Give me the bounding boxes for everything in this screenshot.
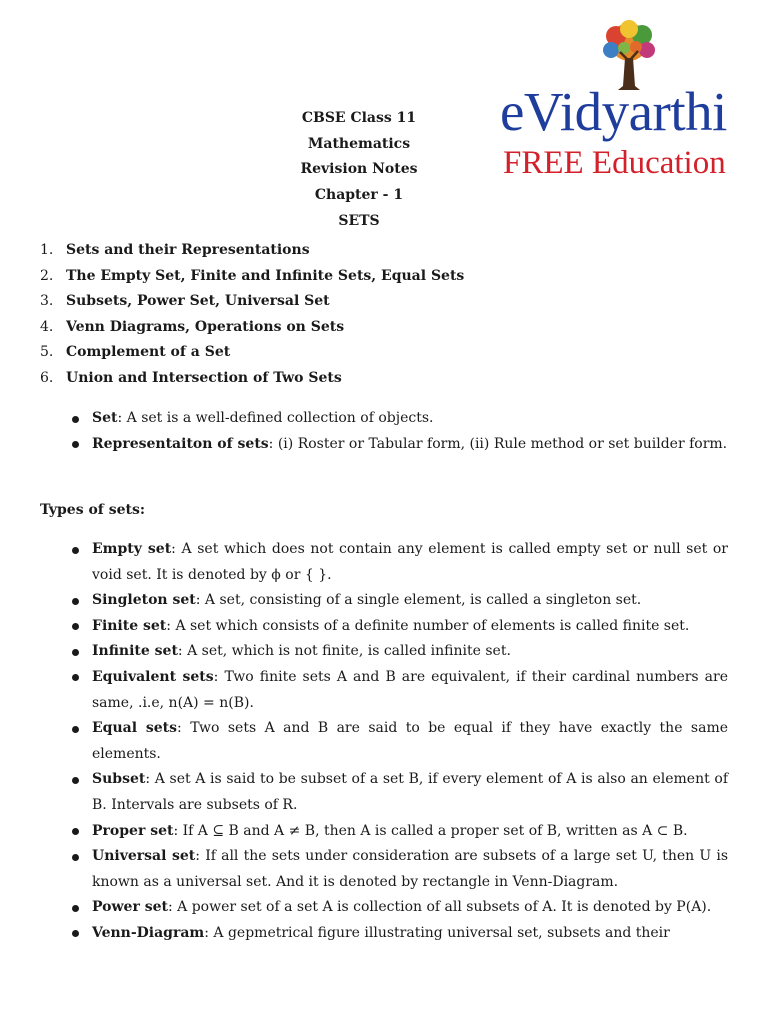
list-item: 6. Union and Intersection of Two Sets bbox=[40, 369, 342, 386]
bullet-icon bbox=[72, 854, 79, 861]
list-item: Universal set: If all the sets under consideration are subsets of a large set U, then U is known as a universal set. And it is denoted by rectangle in Venn-Diagram. bbox=[72, 844, 728, 895]
logo-wordmark: eVidyarthi bbox=[500, 81, 727, 142]
list-item: Venn-Diagram: A gepmetrical figure illustrating universal set, subsets and their bbox=[72, 921, 728, 947]
bullet-icon bbox=[72, 547, 79, 554]
bullet-icon bbox=[72, 905, 79, 912]
list-item: Representaiton of sets: (i) Roster or Tabular form, (ii) Rule method or set builder form. bbox=[72, 432, 728, 458]
list-item: Equivalent sets: Two finite sets A and B are equivalent, if their cardinal numbers are same, .i.e, n(A) = n(B). bbox=[72, 665, 728, 716]
bullet-icon bbox=[72, 777, 79, 784]
list-item: Finite set: A set which consists of a definite number of elements is called finite set. bbox=[72, 614, 728, 640]
title-line-notes: Revision Notes bbox=[300, 161, 418, 178]
chapter-topic-list bbox=[40, 238, 730, 392]
title-line-chapter: Chapter - 1 bbox=[314, 187, 404, 204]
bullet-icon bbox=[72, 623, 79, 630]
list-item: 4. Venn Diagrams, Operations on Sets bbox=[40, 318, 345, 335]
list-item: 2. The Empty Set, Finite and Infinite Sets, Equal Sets bbox=[40, 267, 465, 284]
section-heading: Types of sets: bbox=[40, 502, 146, 518]
list-item: Infinite set: A set, which is not finite, is called infinite set. bbox=[72, 639, 728, 665]
list-item: 1. Sets and their Representations bbox=[40, 242, 310, 258]
list-item: Proper set: If A ⊆ B and A ≠ B, then A is called a proper set of B, written as A ⊂ B. bbox=[72, 819, 728, 845]
list-item: Empty set: A set which does not contain any element is called empty set or null set or void set. It is denoted by ϕ or { }. bbox=[72, 537, 728, 588]
list-item: Equal sets: Two sets A and B are said to be equal if they have exactly the same elements. bbox=[72, 716, 728, 767]
list-item: Power set: A power set of a set A is collection of all subsets of A. It is denoted by P(A). bbox=[72, 895, 728, 921]
bullet-icon bbox=[72, 598, 79, 605]
bullet-icon bbox=[72, 416, 79, 423]
types-bullet-list bbox=[72, 537, 728, 947]
title-line-course: CBSE Class 11 Mathematics bbox=[301, 110, 417, 152]
title-line-topic: SETS bbox=[338, 212, 380, 229]
document-title-block bbox=[250, 106, 468, 235]
bullet-icon bbox=[72, 828, 79, 835]
bullet-icon bbox=[72, 649, 79, 656]
bullet-icon bbox=[72, 441, 79, 448]
logo-tagline: FREE Education bbox=[503, 145, 726, 181]
list-item: Subset: A set A is said to be subset of a set B, if every element of A is also an element of B. Intervals are subsets of R. bbox=[72, 767, 728, 818]
list-item: 3. Subsets, Power Set, Universal Set bbox=[40, 293, 330, 310]
bullet-icon bbox=[72, 930, 79, 937]
intro-bullet-list bbox=[72, 406, 728, 457]
list-item: Set: A set is a well-defined collection of objects. bbox=[72, 406, 728, 432]
bullet-icon bbox=[72, 726, 79, 733]
list-item: Singleton set: A set, consisting of a single element, is called a singleton set. bbox=[72, 588, 728, 614]
list-item: 5. Complement of a Set bbox=[40, 344, 231, 361]
bullet-icon bbox=[72, 674, 79, 681]
